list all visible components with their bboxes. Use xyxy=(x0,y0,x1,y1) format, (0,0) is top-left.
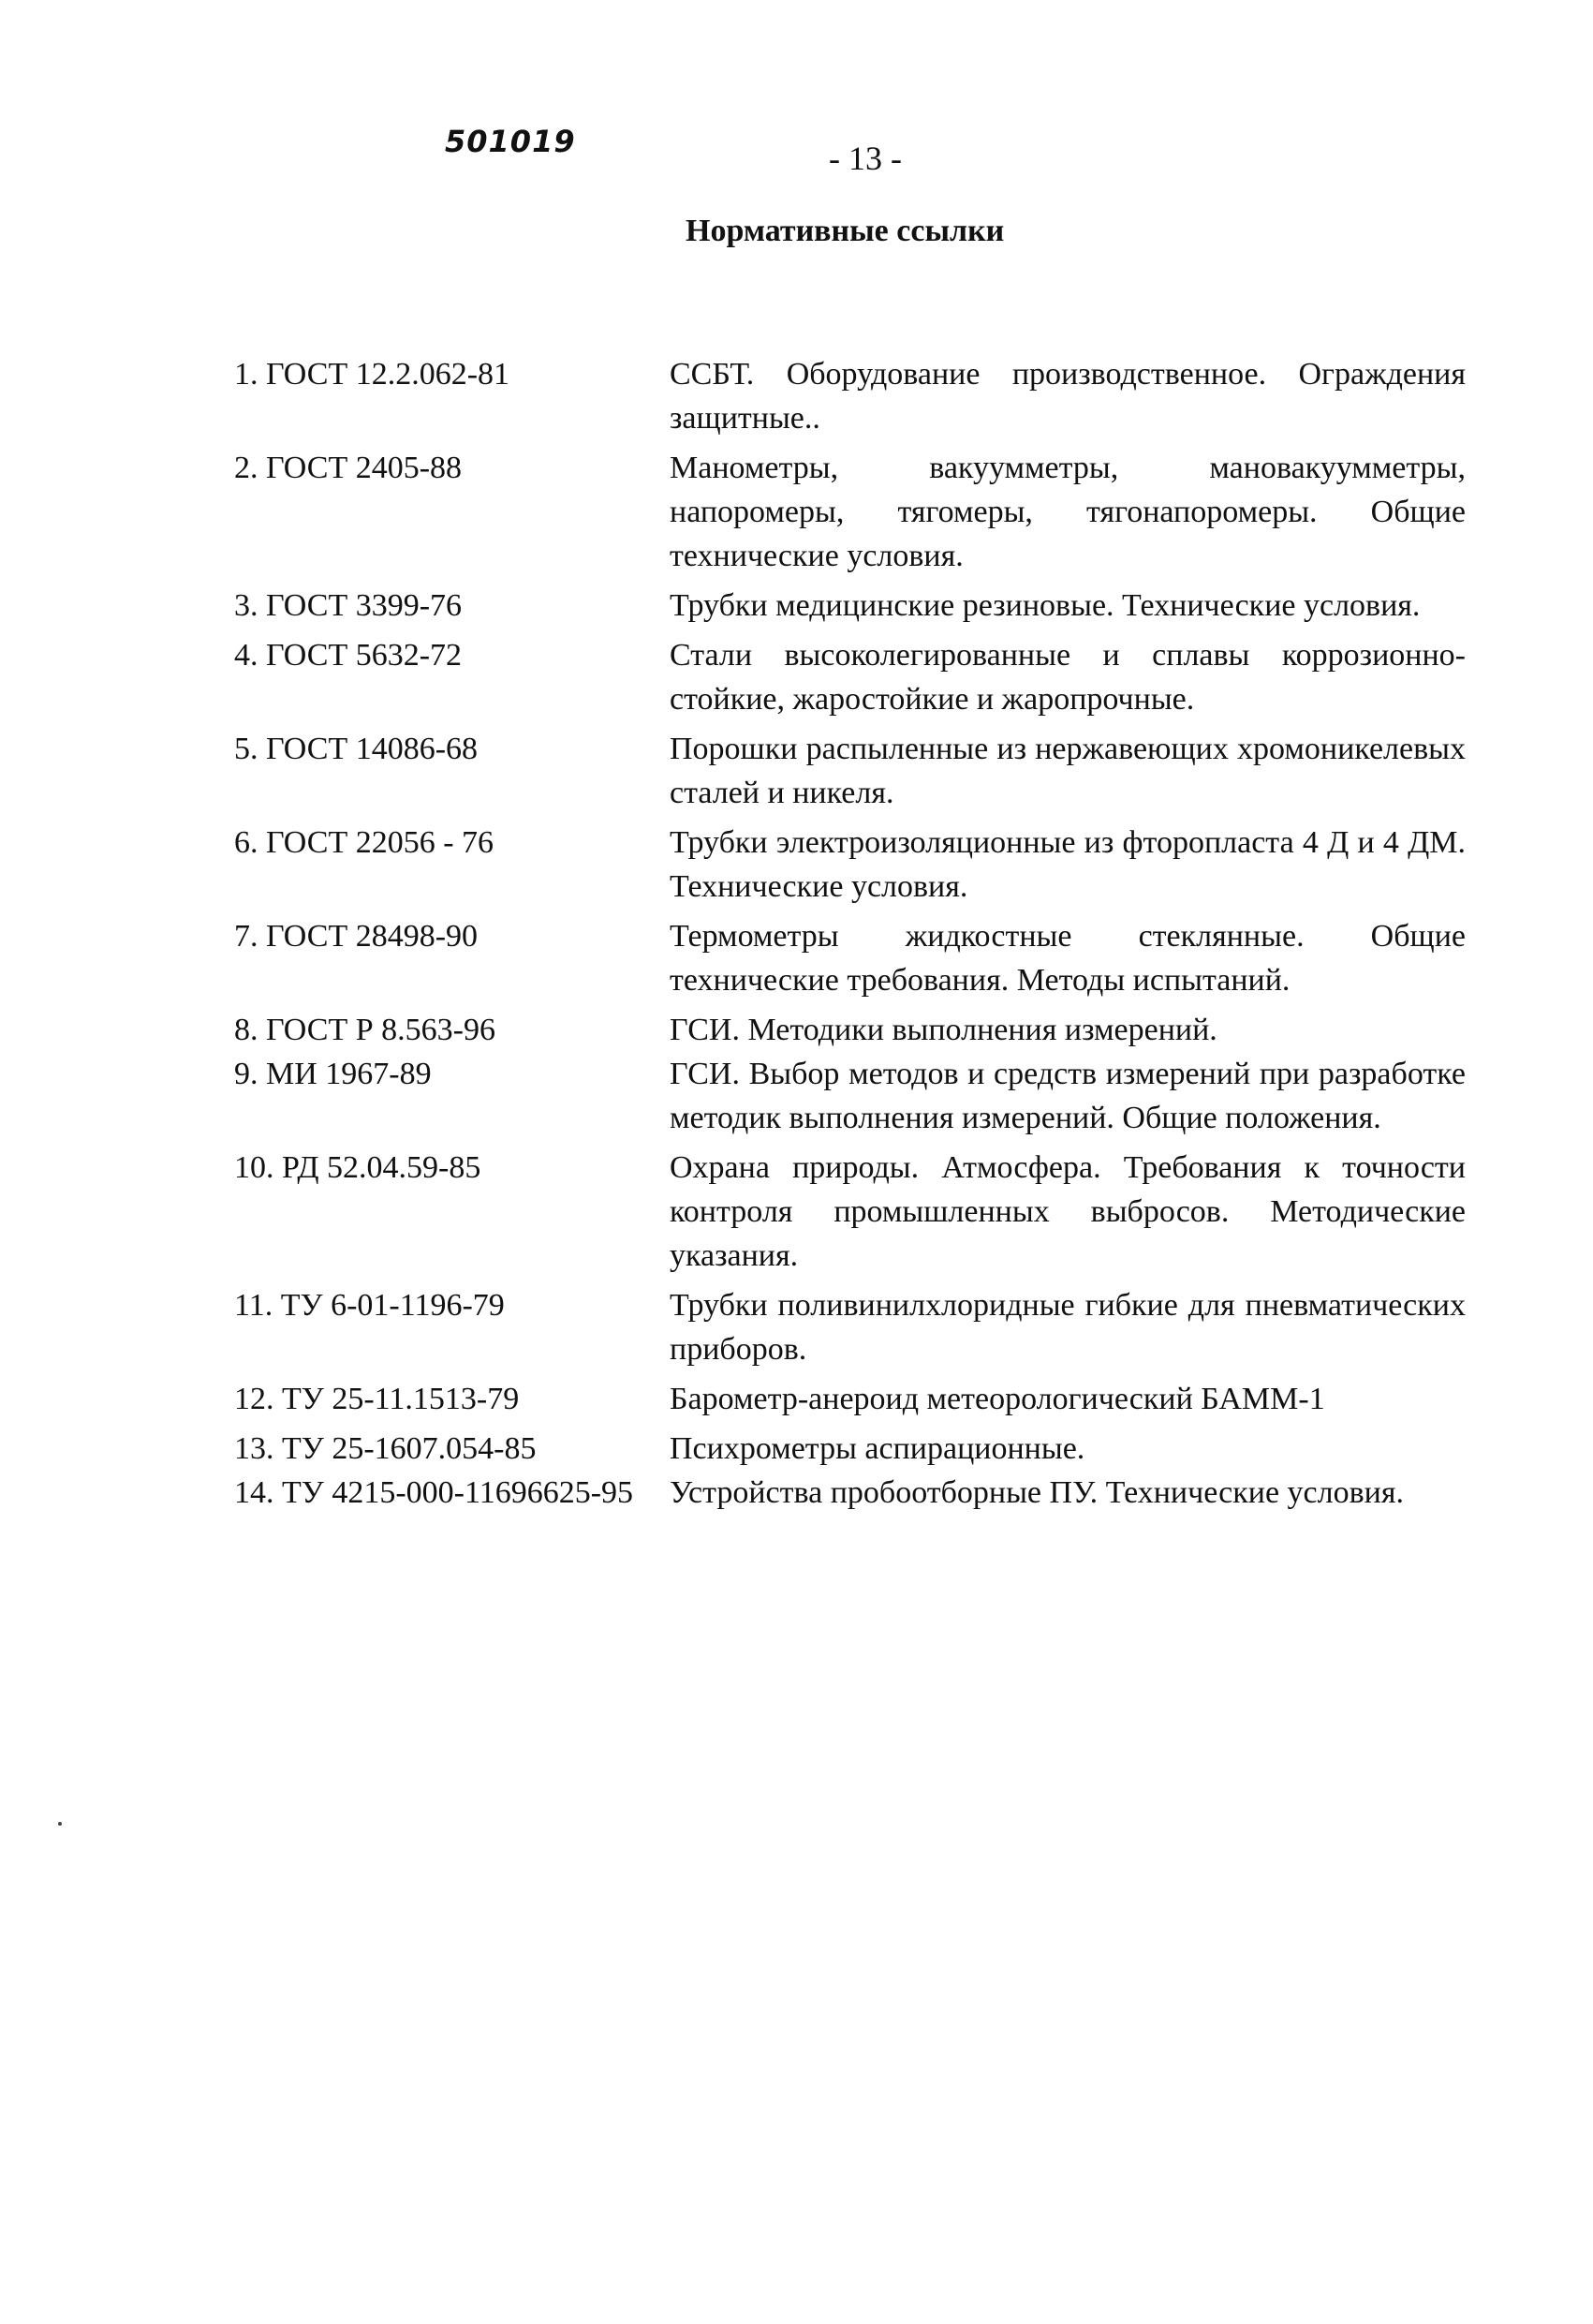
reference-title: Охрана природы. Атмосфера. Требования к точности контроля промышленных выбросов. Методические указания. xyxy=(670,1150,1466,1273)
document-number: 501019 xyxy=(445,124,576,159)
reference-row xyxy=(234,821,1466,909)
reference-row xyxy=(234,633,1466,721)
reference-row xyxy=(234,1146,1466,1278)
reference-row xyxy=(234,914,1466,1002)
reference-code: 14. ТУ 4215-000-11696625-95 xyxy=(234,1475,634,1510)
reference-title: ГСИ. Выбор методов и средств измерений при разработке методик выполнения измерений. Общие положения. xyxy=(670,1057,1466,1135)
reference-code: 5. ГОСТ 14086-68 xyxy=(234,732,479,766)
reference-title: Термометры жидкостные стеклянные. Общие технические требования. Методы испытаний. xyxy=(670,919,1466,998)
section-title: Нормативные ссылки xyxy=(686,214,1005,248)
reference-code: 4. ГОСТ 5632-72 xyxy=(234,638,463,673)
reference-row xyxy=(234,727,1466,815)
reference-code: 2. ГОСТ 2405-88 xyxy=(234,451,463,485)
reference-list xyxy=(234,352,1466,1515)
reference-code: 8. ГОСТ Р 8.563-96 xyxy=(234,1013,495,1047)
reference-title: Трубки электроизоляционные из фторопласта 4 Д и 4 ДМ. Технические условия. xyxy=(670,825,1466,904)
reference-code: 13. ТУ 25-1607.054-85 xyxy=(234,1431,537,1466)
reference-row xyxy=(234,352,1466,440)
reference-row xyxy=(234,1427,1466,1471)
reference-title: ГСИ. Методики выполнения измерений. xyxy=(670,1013,1217,1047)
reference-row xyxy=(234,1283,1466,1371)
scan-speck xyxy=(58,1822,62,1826)
reference-row xyxy=(234,1471,1466,1515)
reference-title: Порошки распыленные из нержавеющих хромоникелевых сталей и никеля. xyxy=(670,732,1466,810)
page-number: - 13 - xyxy=(829,140,902,177)
reference-title: Стали высоколегированные и сплавы коррозионно-стойкие, жаростойкие и жаропрочные. xyxy=(670,638,1466,717)
reference-code: 6. ГОСТ 22056 - 76 xyxy=(234,825,494,860)
reference-row xyxy=(234,1052,1466,1140)
reference-code: 12. ТУ 25-11.1513-79 xyxy=(234,1382,520,1416)
reference-row xyxy=(234,584,1466,628)
reference-row xyxy=(234,1008,1466,1052)
reference-row xyxy=(234,446,1466,578)
reference-code: 3. ГОСТ 3399-76 xyxy=(234,588,463,623)
reference-row xyxy=(234,1377,1466,1421)
reference-title: Барометр-анероид метеорологический БАММ-1 xyxy=(670,1382,1325,1416)
reference-title: Трубки медицинские резиновые. Технические условия. xyxy=(670,588,1421,623)
reference-code: 7. ГОСТ 28498-90 xyxy=(234,919,479,954)
reference-code: 11. ТУ 6-01-1196-79 xyxy=(234,1288,505,1323)
reference-code: 10. РД 52.04.59-85 xyxy=(234,1150,481,1185)
reference-title: Манометры, вакуумметры, мановакуумметры, напоромеры, тягомеры, тягонапоромеры. Общие технические условия. xyxy=(670,451,1466,573)
reference-code: 1. ГОСТ 12.2.062-81 xyxy=(234,357,510,392)
reference-title: Устройства пробоотборные ПУ. Технические условия. xyxy=(670,1475,1404,1510)
reference-title: Трубки поливинилхлоридные гибкие для пневматических приборов. xyxy=(670,1288,1466,1367)
reference-title: ССБТ. Оборудование производственное. Ограждения защитные.. xyxy=(670,357,1466,436)
reference-code: 9. МИ 1967-89 xyxy=(234,1057,432,1091)
reference-title: Психрометры аспирационные. xyxy=(670,1431,1085,1466)
